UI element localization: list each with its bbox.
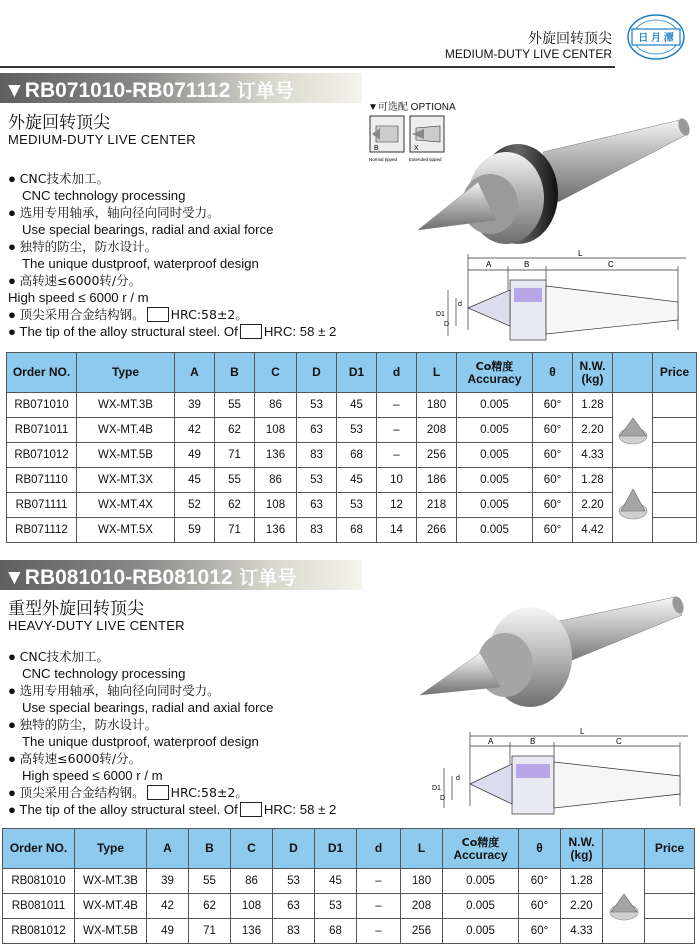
dimension-drawing-2 [430,728,692,820]
section1-subtitle-cn: 外旋回转顶尖 [8,113,110,133]
cell-d: 53 [297,393,337,418]
feature-3-cn: 独特的防尘，防水设计。 [19,239,158,254]
section2-subtitle-en: HEAVY-DUTY LIVE CENTER [8,618,185,633]
table-row [7,468,697,493]
feature2-3-en: The unique dustproof, waterproof design [22,734,259,749]
table-row [7,418,697,443]
cell-a: 59 [175,518,215,543]
cell-nw: 4.33 [561,919,603,944]
feature-2-en: Use special bearings, radial and axial force [22,222,274,237]
cell-b: 55 [215,393,255,418]
th-image [613,353,653,393]
cell-d: 53 [297,468,337,493]
th-a: A [175,353,215,393]
cell-nw: 4.33 [573,443,613,468]
cell-c: 86 [255,393,297,418]
cell-nw: 2.20 [573,418,613,443]
cell-a: 45 [175,468,215,493]
cell-d1: 53 [315,894,357,919]
cell-l: 256 [417,443,457,468]
feature-5-en-a: The tip of the alloy structural steel. Of [19,324,238,339]
cell-l: 208 [417,418,457,443]
section1-band [0,73,362,103]
dim2-l: L [580,728,585,736]
cell-accuracy: 0.005 [457,393,533,418]
cell-theta: 60° [533,518,573,543]
cell-d: 83 [297,443,337,468]
cell-d1: 53 [337,418,377,443]
cell-c: 108 [255,418,297,443]
section1-features: ● CNC技术加工。 CNC technology processing ● 选用专用轴承，轴向径向同时受力。 Use special bearings, radial and axial force ● 独特的防尘，防水设计。 The unique dustproof, waterproof design ● 高转速≤6000转/分。 High speed ≤ 6000 r / m ● 顶尖采用合金结构钢。 HRC:58±2。 ● The tip of the alloy structural steel. Of HRC: 58 ± 2 [8,170,388,340]
th2-accuracy [443,829,519,869]
th-theta: θ [533,353,573,393]
normal-tip-image [616,412,650,446]
feature2-5-cn-a: 顶尖采用合金结构钢。 [19,785,145,800]
dim-small-d: d [458,301,462,308]
cell-l: 180 [401,869,443,894]
cell-order-no: RB071010 [7,393,77,418]
cell-small-d: 14 [377,518,417,543]
cell-theta: 60° [519,869,561,894]
th-accuracy-cn: Co精度 [475,359,514,373]
cell-a: 52 [175,493,215,518]
feature-5-en-b: HRC: 58 ± 2 [263,324,337,339]
cell-small-d: – [357,869,401,894]
cell-l: 208 [401,894,443,919]
feature2-4-en: High speed ≤ 6000 r / m [22,768,163,783]
section2-subtitle-cn: 重型外旋回转顶尖 [8,599,144,619]
cell-price [645,919,695,944]
dim2-c: C [616,737,622,746]
dim-l: L [578,250,583,258]
cell-c: 136 [255,443,297,468]
dim2-d1: D1 [432,785,441,792]
cell-accuracy: 0.005 [457,443,533,468]
cell-d: 53 [273,869,315,894]
th2-b: B [189,829,231,869]
section2-order-label: 订单号 [232,567,297,589]
tip-icon [147,785,169,800]
table-row [7,443,697,468]
option-x-caption: Extended tipped [409,157,442,162]
feature2-5-en-b: HRC: 58 ± 2 [263,802,337,817]
cell-d1: 45 [337,393,377,418]
cell-theta: 60° [533,493,573,518]
cell-small-d: 12 [377,493,417,518]
th2-order: Order NO. [3,829,75,869]
th-l: L [417,353,457,393]
cell-small-d: – [357,894,401,919]
cell-small-d: – [357,919,401,944]
th-nw [573,353,613,393]
th-small-d: d [377,353,417,393]
feature2-4-cn: 高转速≤6000转/分。 [19,751,142,766]
option-b-caption: Normal tipped [369,157,398,162]
cell-price [645,894,695,919]
cell-price [645,869,695,894]
th-price: Price [653,353,697,393]
tip-icon [147,307,169,322]
cell-order-no: RB071110 [7,468,77,493]
th-accuracy-en: Accuracy [467,371,522,386]
section1-order-label: 订单号 [230,80,294,102]
th2-accuracy-cn: Co精度 [461,835,500,849]
tip-image-cell [613,393,653,468]
tip-image-cell [613,468,653,543]
table-row [7,393,697,418]
dim2-d: D [440,795,446,802]
section1-subtitle-en: MEDIUM-DUTY LIVE CENTER [8,132,196,147]
feature-4-en: High speed ≤ 6000 r / m [8,290,149,305]
tip-icon [240,324,262,339]
cell-accuracy: 0.005 [457,418,533,443]
cell-theta: 60° [533,443,573,468]
cell-b: 71 [215,518,255,543]
table-row [3,869,695,894]
table-row [7,493,697,518]
cell-type: WX-MT.4B [77,418,175,443]
cell-type: WX-MT.3B [77,393,175,418]
logo-text: 日 月 潭 [638,33,674,44]
option-b-letter: B [374,145,379,152]
cell-theta: 60° [533,393,573,418]
th2-l: L [401,829,443,869]
cell-l: 266 [417,518,457,543]
cell-b: 71 [189,919,231,944]
cell-d: 63 [297,493,337,518]
dim2-small-d: d [456,775,460,782]
table-row [3,894,695,919]
tip-image-cell [603,869,645,944]
cell-d: 63 [297,418,337,443]
cell-type: WX-MT.5X [77,518,175,543]
th2-accuracy-en: Accuracy [453,847,508,862]
feature-2-cn: 选用专用轴承，轴向径向同时受力。 [19,205,220,220]
cell-small-d: – [377,418,417,443]
dim-b: B [524,260,530,269]
cell-l: 186 [417,468,457,493]
cell-order-no: RB071011 [7,418,77,443]
section1-code: ▼RB071010-RB071112 [4,79,231,102]
th2-nw [561,829,603,869]
section2-band [0,560,362,590]
cell-accuracy: 0.005 [443,894,519,919]
page-header [0,0,700,72]
th-accuracy [457,353,533,393]
header-title-cn: 外旋回转顶尖 [528,31,612,47]
th-nw-en: N.W. [579,358,606,373]
cell-c: 86 [255,468,297,493]
th2-a: A [147,829,189,869]
cell-small-d: – [377,443,417,468]
cell-a: 39 [175,393,215,418]
cell-c: 136 [255,518,297,543]
th2-c: C [231,829,273,869]
cell-nw: 1.28 [573,393,613,418]
dim-d: D [444,321,450,328]
th-c: C [255,353,297,393]
cell-type: WX-MT.3X [77,468,175,493]
th2-price: Price [645,829,695,869]
cell-d1: 45 [337,468,377,493]
cell-b: 55 [189,869,231,894]
cell-accuracy: 0.005 [443,919,519,944]
cell-price [653,493,697,518]
product-image-medium-duty [418,112,698,257]
cell-theta: 60° [519,919,561,944]
cell-l: 218 [417,493,457,518]
cell-l: 256 [401,919,443,944]
brand-logo [626,12,686,62]
cell-d1: 68 [337,518,377,543]
header-title-en: MEDIUM-DUTY LIVE CENTER [444,47,612,61]
option-x-letter: X [414,145,419,152]
th2-d1: D1 [315,829,357,869]
spec-table-1 [6,352,697,543]
th2-small-d: d [357,829,401,869]
cell-b: 62 [189,894,231,919]
th2-d: D [273,829,315,869]
cell-order-no: RB081010 [3,869,75,894]
cell-price [653,518,697,543]
cell-accuracy: 0.005 [457,518,533,543]
cell-a: 42 [175,418,215,443]
feature2-2-en: Use special bearings, radial and axial force [22,700,274,715]
cell-nw: 2.20 [561,894,603,919]
feature2-1-cn: CNC技术加工。 [19,649,109,664]
cell-type: WX-MT.3B [75,869,147,894]
feature2-2-cn: 选用专用轴承，轴向径向同时受力。 [19,683,220,698]
cell-d: 83 [297,518,337,543]
th-d1: D1 [337,353,377,393]
spec-table-2 [2,828,695,944]
cell-b: 71 [215,443,255,468]
cell-a: 49 [147,919,189,944]
cell-d1: 53 [337,493,377,518]
th-order: Order NO. [7,353,77,393]
cell-b: 62 [215,493,255,518]
dim-c: C [608,260,614,269]
table-row [3,919,695,944]
section2-features: ● CNC技术加工。 CNC technology processing ● 选用专用轴承，轴向径向同时受力。 Use special bearings, radial and axial force ● 独特的防尘，防水设计。 The unique dustproof, waterproof design ● 高转速≤6000转/分。 High speed ≤ 6000 r / m ● 顶尖采用合金结构钢。 HRC:58±2。 ● The tip of the alloy structural steel. Of HRC: 58 ± 2 [8,648,388,818]
cell-nw: 2.20 [573,493,613,518]
cell-d1: 68 [337,443,377,468]
th2-type: Type [75,829,147,869]
cell-price [653,393,697,418]
feature-5-cn-b: HRC:58±2。 [170,307,248,322]
cell-a: 39 [147,869,189,894]
cell-theta: 60° [533,418,573,443]
cell-d: 63 [273,894,315,919]
table-row [7,518,697,543]
dimension-drawing-1 [428,250,688,346]
dim2-a: A [488,737,494,746]
cell-accuracy: 0.005 [443,869,519,894]
cell-small-d: 10 [377,468,417,493]
th2-nw-en: N.W. [568,834,595,849]
extended-tip-image [616,487,650,521]
cell-accuracy: 0.005 [457,468,533,493]
cell-nw: 1.28 [573,468,613,493]
cell-c: 86 [231,869,273,894]
cell-nw: 1.28 [561,869,603,894]
normal-tip-image [607,888,641,922]
cell-type: WX-MT.5B [75,919,147,944]
cell-c: 108 [255,493,297,518]
cell-a: 42 [147,894,189,919]
th2-image [603,829,645,869]
feature-4-cn: 高转速≤6000转/分。 [19,273,142,288]
cell-order-no: RB071112 [7,518,77,543]
cell-price [653,443,697,468]
cell-theta: 60° [533,468,573,493]
feature2-1-en: CNC technology processing [22,666,186,681]
cell-order-no: RB071012 [7,443,77,468]
cell-type: WX-MT.4B [75,894,147,919]
cell-small-d: – [377,393,417,418]
cell-d1: 45 [315,869,357,894]
cell-c: 136 [231,919,273,944]
th-d: D [297,353,337,393]
product-image-heavy-duty [420,595,695,720]
feature2-5-cn-b: HRC:58±2。 [170,785,248,800]
th2-nw-unit: (kg) [570,847,593,862]
cell-d1: 68 [315,919,357,944]
cell-b: 62 [215,418,255,443]
cell-nw: 4.42 [573,518,613,543]
cell-type: WX-MT.4X [77,493,175,518]
th-nw-unit: (kg) [581,371,604,386]
feature-3-en: The unique dustproof, waterproof design [22,256,259,271]
tip-icon [240,802,262,817]
cell-d: 83 [273,919,315,944]
cell-price [653,468,697,493]
th-b: B [215,353,255,393]
dim-d1: D1 [436,311,445,318]
cell-l: 180 [417,393,457,418]
feature2-3-cn: 独特的防尘，防水设计。 [19,717,158,732]
feature-1-en: CNC technology processing [22,188,186,203]
cell-type: WX-MT.5B [77,443,175,468]
cell-accuracy: 0.005 [457,493,533,518]
feature-1-cn: CNC技术加工。 [19,171,109,186]
cell-order-no: RB081011 [3,894,75,919]
cell-order-no: RB081012 [3,919,75,944]
section2-code: ▼RB081010-RB081012 [4,566,233,589]
feature2-5-en-a: The tip of the alloy structural steel. Of [19,802,238,817]
cell-c: 108 [231,894,273,919]
th-type: Type [77,353,175,393]
feature-5-cn-a: 顶尖采用合金结构钢。 [19,307,145,322]
dim-a: A [486,260,492,269]
option-label: ▼可选配 OPTIONA [368,102,456,113]
th2-theta: θ [519,829,561,869]
cell-price [653,418,697,443]
cell-order-no: RB071111 [7,493,77,518]
cell-b: 55 [215,468,255,493]
cell-a: 49 [175,443,215,468]
cell-theta: 60° [519,894,561,919]
dim2-b: B [530,737,536,746]
header-rule [0,66,615,68]
